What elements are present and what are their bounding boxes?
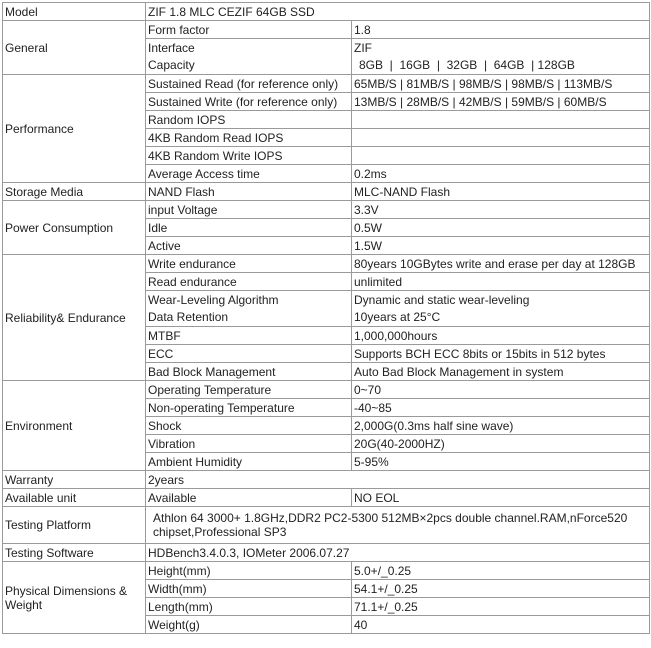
val-form-factor: 1.8 xyxy=(352,21,650,39)
attr-available: Available xyxy=(146,489,352,507)
attr-input-voltage: input Voltage xyxy=(146,201,352,219)
val-available: NO EOL xyxy=(352,489,650,507)
model-label: Model xyxy=(3,3,146,21)
section-warranty: Warranty xyxy=(3,471,146,489)
attr-capacity: Capacity xyxy=(146,57,352,75)
attr-mtbf: MTBF xyxy=(146,327,352,345)
attr-data-retention: Data Retention xyxy=(146,309,352,327)
val-nand-flash: MLC-NAND Flash xyxy=(352,183,650,201)
val-software: HDBench3.4.0.3, IOMeter 2006.07.27 xyxy=(146,544,650,562)
val-interface: ZIF xyxy=(352,39,650,57)
section-power: Power Consumption xyxy=(3,201,146,255)
val-4kb-write xyxy=(352,147,650,165)
val-bad-block: Auto Bad Block Management in system xyxy=(352,363,650,381)
val-sustained-read: 65MB/S | 81MB/S | 98MB/S | 98MB/S | 113MB/S xyxy=(352,75,650,93)
val-height: 5.0+/_0.25 xyxy=(352,562,650,580)
attr-length: Length(mm) xyxy=(146,598,352,616)
val-random-iops xyxy=(352,111,650,129)
val-length: 71.1+/_0.25 xyxy=(352,598,650,616)
val-sustained-write: 13MB/S | 28MB/S | 42MB/S | 59MB/S | 60MB/S xyxy=(352,93,650,111)
val-access-time: 0.2ms xyxy=(352,165,650,183)
val-wear-leveling: Dynamic and static wear-leveling xyxy=(352,291,650,309)
row-sustained-read xyxy=(3,75,650,93)
val-ecc: Supports BCH ECC 8bits or 15bits in 512 bytes xyxy=(352,345,650,363)
section-environment: Environment xyxy=(3,381,146,471)
attr-height: Height(mm) xyxy=(146,562,352,580)
row-form-factor xyxy=(3,21,650,39)
section-dimensions: Physical Dimensions & Weight xyxy=(3,562,146,634)
val-nonoperating-temp: -40~85 xyxy=(352,399,650,417)
section-performance: Performance xyxy=(3,75,146,183)
attr-interface: Interface xyxy=(146,39,352,57)
val-humidity: 5-95% xyxy=(352,453,650,471)
attr-random-iops: Random IOPS xyxy=(146,111,352,129)
row-warranty xyxy=(3,471,650,489)
val-width: 54.1+/_0.25 xyxy=(352,580,650,598)
attr-bad-block: Bad Block Management xyxy=(146,363,352,381)
attr-nand-flash: NAND Flash xyxy=(146,183,352,201)
attr-width: Width(mm) xyxy=(146,580,352,598)
val-operating-temp: 0~70 xyxy=(352,381,650,399)
attr-nonoperating-temp: Non-operating Temperature xyxy=(146,399,352,417)
attr-ecc: ECC xyxy=(146,345,352,363)
attr-idle: Idle xyxy=(146,219,352,237)
val-data-retention: 10years at 25°C xyxy=(352,309,650,327)
attr-sustained-write: Sustained Write (for reference only) xyxy=(146,93,352,111)
val-warranty: 2years xyxy=(146,471,650,489)
section-available: Available unit xyxy=(3,489,146,507)
row-available xyxy=(3,489,650,507)
model-name: ZIF 1.8 MLC CEZIF 64GB SSD xyxy=(146,3,650,21)
attr-sustained-read: Sustained Read (for reference only) xyxy=(146,75,352,93)
attr-wear-leveling: Wear-Leveling Algorithm xyxy=(146,291,352,309)
attr-operating-temp: Operating Temperature xyxy=(146,381,352,399)
row-nand-flash xyxy=(3,183,650,201)
section-storage: Storage Media xyxy=(3,183,146,201)
val-idle: 0.5W xyxy=(352,219,650,237)
val-platform: Athlon 64 3000+ 1.8GHz,DDR2 PC2-5300 512MB×2pcs double channel.RAM,nForce520 chipset,Professional SP3 xyxy=(146,507,650,544)
val-shock: 2,000G(0.3ms half sine wave) xyxy=(352,417,650,435)
val-read-endurance: unlimited xyxy=(352,273,650,291)
val-weight: 40 xyxy=(352,616,650,634)
attr-active: Active xyxy=(146,237,352,255)
row-operating-temp xyxy=(3,381,650,399)
row-testing-platform xyxy=(3,507,650,544)
val-write-endurance: 80years 10GBytes write and erase per day at 128GB xyxy=(352,255,650,273)
section-general: General xyxy=(3,21,146,75)
attr-form-factor: Form factor xyxy=(146,21,352,39)
val-active: 1.5W xyxy=(352,237,650,255)
attr-humidity: Ambient Humidity xyxy=(146,453,352,471)
val-vibration: 20G(40-2000HZ) xyxy=(352,435,650,453)
attr-4kb-read: 4KB Random Read IOPS xyxy=(146,129,352,147)
row-model xyxy=(3,3,650,21)
attr-shock: Shock xyxy=(146,417,352,435)
val-capacity: 8GB | 16GB | 32GB | 64GB | 128GB xyxy=(352,57,650,75)
attr-4kb-write: 4KB Random Write IOPS xyxy=(146,147,352,165)
row-write-endurance xyxy=(3,255,650,273)
spec-table xyxy=(2,2,650,634)
row-height xyxy=(3,562,650,580)
section-platform: Testing Platform xyxy=(3,507,146,544)
section-reliability: Reliability& Endurance xyxy=(3,255,146,381)
attr-write-endurance: Write endurance xyxy=(146,255,352,273)
attr-weight: Weight(g) xyxy=(146,616,352,634)
row-testing-software xyxy=(3,544,650,562)
section-software: Testing Software xyxy=(3,544,146,562)
val-mtbf: 1,000,000hours xyxy=(352,327,650,345)
attr-vibration: Vibration xyxy=(146,435,352,453)
val-input-voltage: 3.3V xyxy=(352,201,650,219)
row-input-voltage xyxy=(3,201,650,219)
val-4kb-read xyxy=(352,129,650,147)
attr-access-time: Average Access time xyxy=(146,165,352,183)
attr-read-endurance: Read endurance xyxy=(146,273,352,291)
